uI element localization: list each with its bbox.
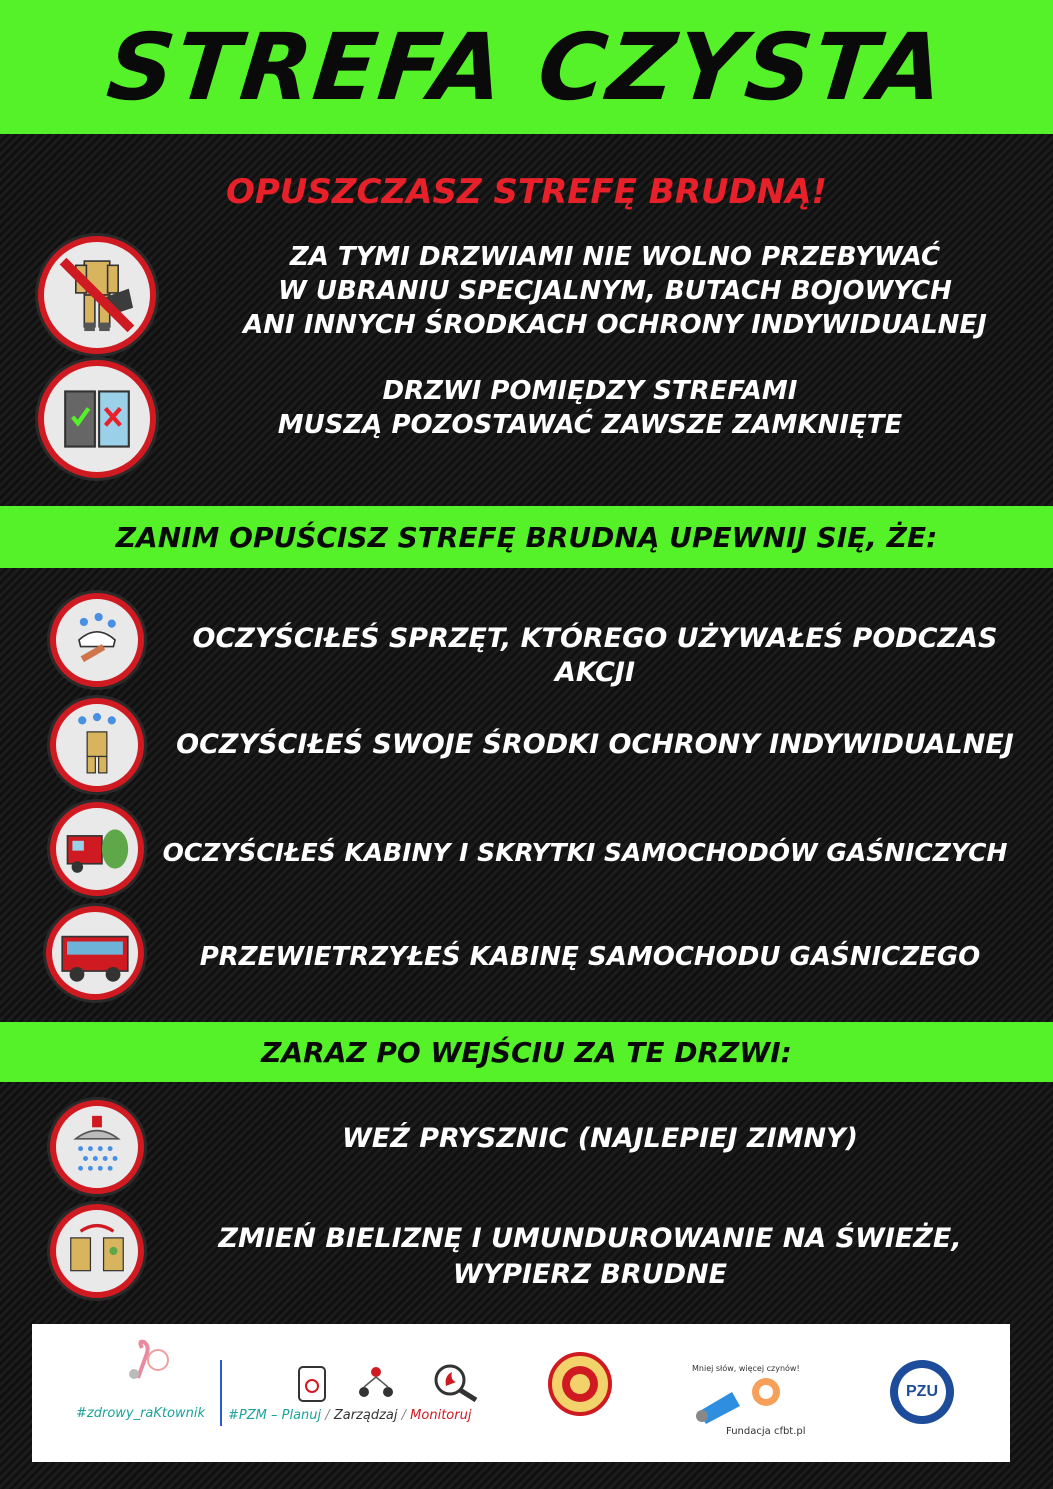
rule-line: MUSZĄ POZOSTAWAĆ ZAWSZE ZAMKNIĘTE [277, 410, 903, 440]
shower-icon [50, 1100, 144, 1194]
plan-icon [296, 1364, 328, 1404]
clean-equipment-icon [50, 593, 144, 687]
rule-line: W UBRANIU SPECJALNYM, BUTACH BOJOWYCH [278, 276, 952, 306]
rule-line: DRZWI POMIĘDZY STREFAMI [382, 376, 798, 406]
pzm-plan: Planuj [281, 1408, 322, 1423]
cfbt-logo [692, 1372, 788, 1428]
pzm-hashtag-line [228, 1408, 471, 1423]
pzm-monitor: Monitoruj [410, 1408, 472, 1423]
rule-line: ANI INNYCH ŚRODKACH OCHRONY INDYWIDUALNEJ [243, 310, 987, 340]
section-heading-text: ZARAZ PO WEJŚCIU ZA TE DRZWI: [261, 1035, 792, 1069]
cfbt-name: Fundacja cfbt.pl [726, 1426, 806, 1437]
clean-truck-cabin-icon [50, 802, 144, 896]
warning-heading: OPUSZCZASZ STREFĘ BRUDNĄ! [225, 172, 828, 212]
after-shower: WEŹ PRYSZNIC (NAJLEPIEJ ZIMNY) [342, 1123, 858, 1154]
page-title: STREFA CZYSTA [102, 13, 951, 121]
clean-ppe-icon [50, 698, 144, 792]
fire-service-emblem [548, 1352, 612, 1416]
check-clean-ppe: OCZYŚCIŁEŚ SWOJE ŚRODKI OCHRONY INDYWIDUALNEJ [176, 729, 1014, 760]
check-ventilate-cabin: PRZEWIETRZYŁEŚ KABINĘ SAMOCHODU GAŚNICZEGO [199, 942, 981, 972]
zdrowy-ratownik-logo [120, 1338, 180, 1394]
pzm-slash: / [325, 1408, 330, 1423]
pzm-hashtag: #PZM [228, 1408, 267, 1423]
manage-icon [356, 1364, 396, 1402]
title-banner [0, 0, 1053, 134]
rule-line: ZA TYMI DRZWIAMI NIE WOLNO PRZEBYWAĆ [289, 242, 941, 272]
check-clean-truck-cabins: OCZYŚCIŁEŚ KABINY I SKRYTKI SAMOCHODÓW GAŚNICZYCH [162, 838, 1008, 867]
no-protective-suit-icon [38, 236, 156, 354]
hashtag-zdrowy-ratownik: #zdrowy_raKtownik [76, 1406, 205, 1421]
pzu-logo-text: PZU [898, 1368, 946, 1416]
change-clothes-icon [50, 1204, 144, 1298]
after-line: ZMIEŃ BIELIZNĘ I UMUNDUROWANIE NA ŚWIEŻE, [218, 1223, 962, 1254]
section-heading-before-leaving [0, 506, 1053, 568]
pzm-dash: – [271, 1408, 278, 1423]
fire-truck-icon [46, 906, 144, 1000]
section-heading-after-entering [0, 1022, 1053, 1082]
cfbt-tagline: Mniej słów, więcej czynów! [692, 1364, 800, 1373]
sponsor-footer [32, 1324, 1010, 1462]
after-line: WYPIERZ BRUDNE [452, 1259, 728, 1290]
pzu-logo [890, 1360, 954, 1424]
closed-doors-icon [38, 360, 156, 478]
divider [220, 1360, 222, 1426]
section-heading-text: ZANIM OPUŚCISZ STREFĘ BRUDNĄ UPEWNIJ SIĘ, ŻE: [115, 520, 938, 554]
check-clean-equipment: OCZYŚCIŁEŚ SPRZĘT, KTÓREGO UŻYWAŁEŚ PODCZAS AKCJI [192, 623, 998, 688]
monitor-icon [430, 1362, 486, 1402]
pzm-slash: / [401, 1408, 407, 1423]
pzm-manage: Zarządzaj [333, 1408, 398, 1423]
